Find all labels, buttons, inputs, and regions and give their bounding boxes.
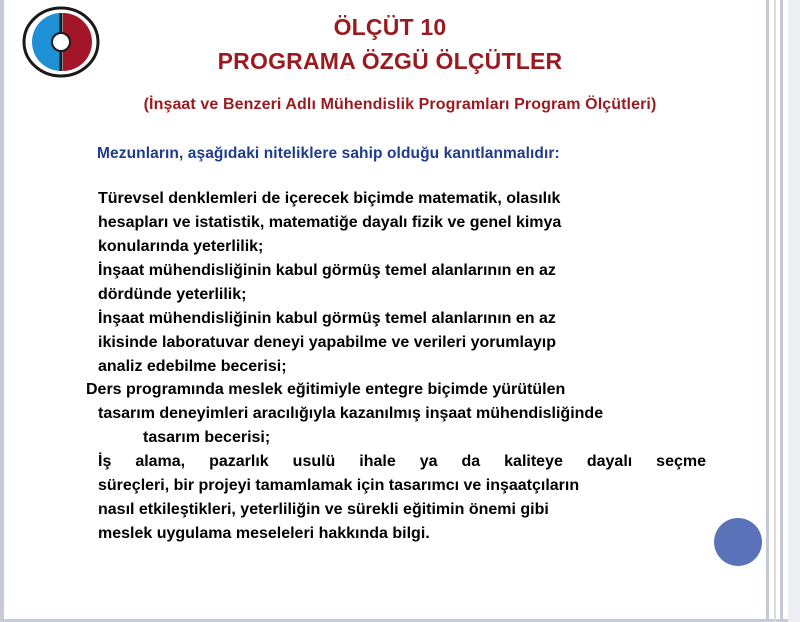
decorative-circle: [714, 518, 762, 566]
subtitle: (İnşaat ve Benzeri Adlı Mühendislik Programları Program Ölçütleri): [143, 96, 657, 113]
item-5-line-1: İş alama, pazarlık usulü ihale ya da kaliteye dayalı seçme: [98, 453, 706, 470]
item-2-line-2: dördünde yeterlilik;: [98, 286, 247, 303]
decorative-rails: [766, 0, 800, 622]
item-4-line-2: tasarım deneyimleri aracılığıyla kazanılmış inşaat mühendisliğinde: [98, 405, 604, 422]
title-line-1: ÖLÇÜT 10: [333, 14, 447, 40]
university-logo: [21, 5, 101, 79]
slide-frame-left: [0, 0, 4, 622]
item-3-line-3: analiz edebilme becerisi;: [98, 358, 287, 375]
title-line-2: PROGRAMA ÖZGÜ ÖLÇÜTLER: [217, 48, 563, 74]
item-2-line-1: İnşaat mühendisliğinin kabul görmüş temel alanlarının en az: [98, 262, 556, 279]
item-4-line-3: tasarım becerisi;: [143, 429, 271, 446]
intro-text: Mezunların, aşağıdaki niteliklere sahip olduğu kanıtlanmalıdır:: [97, 145, 560, 162]
item-1-line-3: konularında yeterlilik;: [98, 238, 264, 255]
item-4-line-1: Ders programında meslek eğitimiyle entegre biçimde yürütülen: [86, 381, 566, 398]
item-3-line-1: İnşaat mühendisliğinin kabul görmüş temel alanlarının en az: [98, 310, 556, 327]
item-3-line-2: ikisinde laboratuvar deneyi yapabilme ve verileri yorumlayıp: [98, 334, 556, 351]
item-1-line-1: Türevsel denklemleri de içerecek biçimde matematik, olasılık: [98, 190, 561, 207]
item-5-line-4: meslek uygulama meseleleri hakkında bilgi.: [98, 525, 430, 542]
item-5-line-2: süreçleri, bir projeyi tamamlamak için tasarımcı ve inşaatçıların: [98, 477, 580, 494]
item-1-line-2: hesapları ve istatistik, matematiğe dayalı fizik ve genel kimya: [98, 214, 562, 231]
item-5-line-3: nasıl etkileştikleri, yeterliliğin ve sürekli eğitimin önemi gibi: [98, 501, 549, 518]
